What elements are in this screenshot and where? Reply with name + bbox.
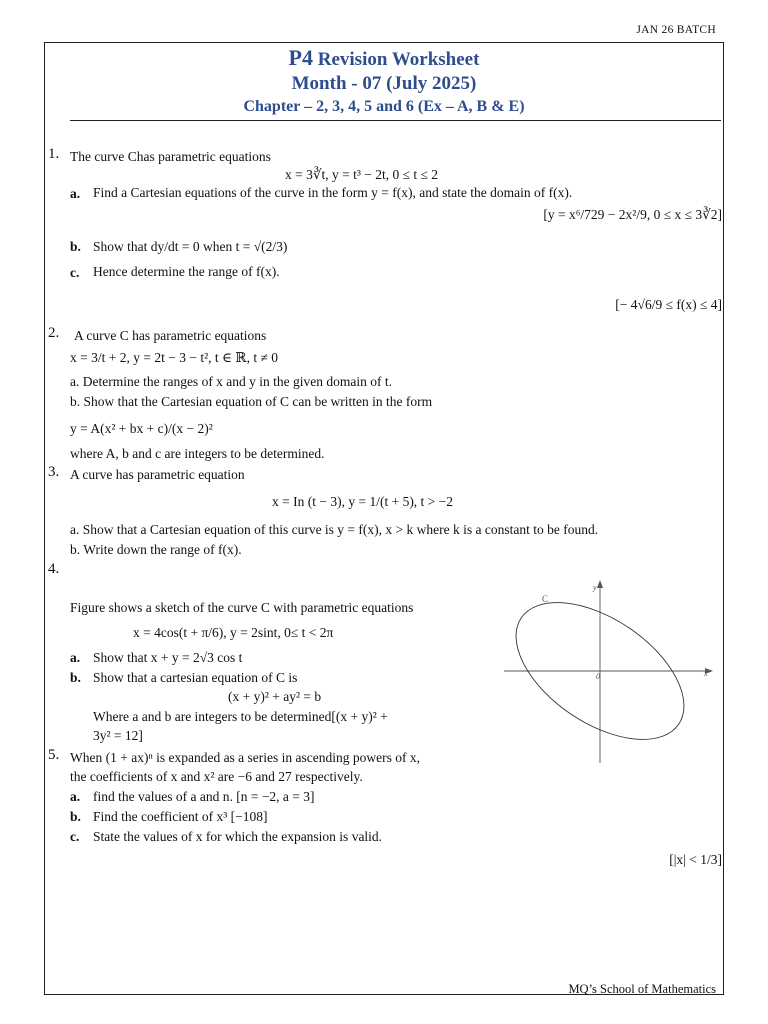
q2-equation: x = 3/t + 2, y = 2t − 3 − t², t ∈ ℝ, t ≠ 0 bbox=[70, 350, 278, 365]
q4a-label: a. bbox=[70, 650, 81, 665]
q1c-label: c. bbox=[70, 265, 80, 280]
q1a-answer: [y = x⁶/729 − 2x²/9, 0 ≤ x ≤ 3∛2] bbox=[543, 207, 722, 222]
q5c-text: State the values of x for which the expansion is valid. bbox=[93, 829, 383, 844]
origin-label: 0 bbox=[596, 672, 600, 681]
q4b-where-2: 3y² = 12] bbox=[93, 728, 143, 743]
q4b-where-1: Where a and b are integers to be determined[(x + y)² + bbox=[93, 709, 388, 724]
q5-number: 5. bbox=[48, 747, 60, 763]
worksheet-month: Month - 07 (July 2025) bbox=[291, 73, 477, 94]
title-block bbox=[0, 46, 768, 118]
curve-label: C bbox=[542, 594, 549, 604]
x-axis-label: x bbox=[704, 669, 708, 678]
worksheet-chapter: Chapter – 2, 3, 4, 5 and 6 (Ex – A, B & E) bbox=[243, 98, 525, 115]
curve-c bbox=[500, 578, 708, 767]
title-rule bbox=[70, 120, 721, 121]
q3a-text: a. Show that a Cartesian equation of this curve is y = f(x), x > k where k is a constant to be found. bbox=[70, 522, 599, 537]
q2-form: y = A(x² + bx + c)/(x − 2)² bbox=[70, 421, 213, 436]
y-axis-arrow bbox=[597, 580, 603, 588]
q2a-text: a. Determine the ranges of x and y in the given domain of t. bbox=[70, 374, 393, 389]
q4-equation: x = 4cos(t + π/6), y = 2sint, 0≤ t < 2π bbox=[133, 625, 334, 640]
q2b-text: b. Show that the Cartesian equation of C can be written in the form bbox=[70, 394, 433, 409]
q1b-text: Show that dy/dt = 0 when t = √(2/3) bbox=[93, 239, 288, 254]
q5-stem-1: When (1 + ax)ⁿ is expanded as a series in ascending powers of x, bbox=[70, 750, 421, 765]
q2-where: where A, b and c are integers to be determined. bbox=[70, 446, 325, 461]
q1-equation: x = 3∛t, y = t³ − 2t, 0 ≤ t ≤ 2 bbox=[285, 167, 439, 182]
q5b-label: b. bbox=[70, 809, 81, 824]
q1c-answer: [− 4√6/9 ≤ f(x) ≤ 4] bbox=[615, 297, 722, 312]
y-axis-label: y bbox=[593, 583, 597, 592]
q3b-text: b. Write down the range of f(x). bbox=[70, 542, 242, 557]
q1b-label: b. bbox=[70, 239, 81, 254]
q2-number: 2. bbox=[48, 325, 60, 341]
q2-stem: A curve C has parametric equations bbox=[74, 328, 267, 343]
q3-stem: A curve has parametric equation bbox=[70, 467, 245, 482]
q4b-equation: (x + y)² + ay² = b bbox=[228, 689, 322, 704]
q5c-label: c. bbox=[70, 829, 80, 844]
q1a-text: Find a Cartesian equations of the curve in the form y = f(x), and state the domain of f(x). bbox=[93, 185, 573, 200]
q1c-text: Hence determine the range of f(x). bbox=[93, 264, 280, 279]
q1a-label: a. bbox=[70, 186, 81, 201]
q4a-text: Show that x + y = 2√3 cos t bbox=[93, 650, 243, 665]
q5a-label: a. bbox=[70, 789, 81, 804]
q1-number: 1. bbox=[48, 146, 60, 162]
q5-stem-2: the coefficients of x and x² are −6 and 27 respectively. bbox=[70, 769, 363, 784]
q4-stem: Figure shows a sketch of the curve C with parametric equations bbox=[70, 600, 414, 615]
q5b-text: Find the coefficient of x³ [−108] bbox=[93, 809, 268, 824]
q3-number: 3. bbox=[48, 464, 60, 480]
q4-ellipse-figure bbox=[500, 578, 720, 768]
q3-equation: x = In (t − 3), y = 1/(t + 5), t > −2 bbox=[272, 494, 454, 509]
q1-stem: The curve Chas parametric equations bbox=[70, 149, 271, 164]
school-footer: MQ’s School of Mathematics bbox=[568, 982, 716, 996]
q4b-label: b. bbox=[70, 670, 81, 685]
q5c-answer: [|x| < 1/3] bbox=[669, 852, 722, 867]
q4b-text: Show that a cartesian equation of C is bbox=[93, 670, 298, 685]
q5a-text: find the values of a and n. [n = −2, a = 3] bbox=[93, 789, 315, 804]
worksheet-title: P4 Revision Worksheet bbox=[288, 45, 480, 70]
batch-label: JAN 26 BATCH bbox=[636, 24, 716, 36]
q4-number: 4. bbox=[48, 561, 60, 577]
